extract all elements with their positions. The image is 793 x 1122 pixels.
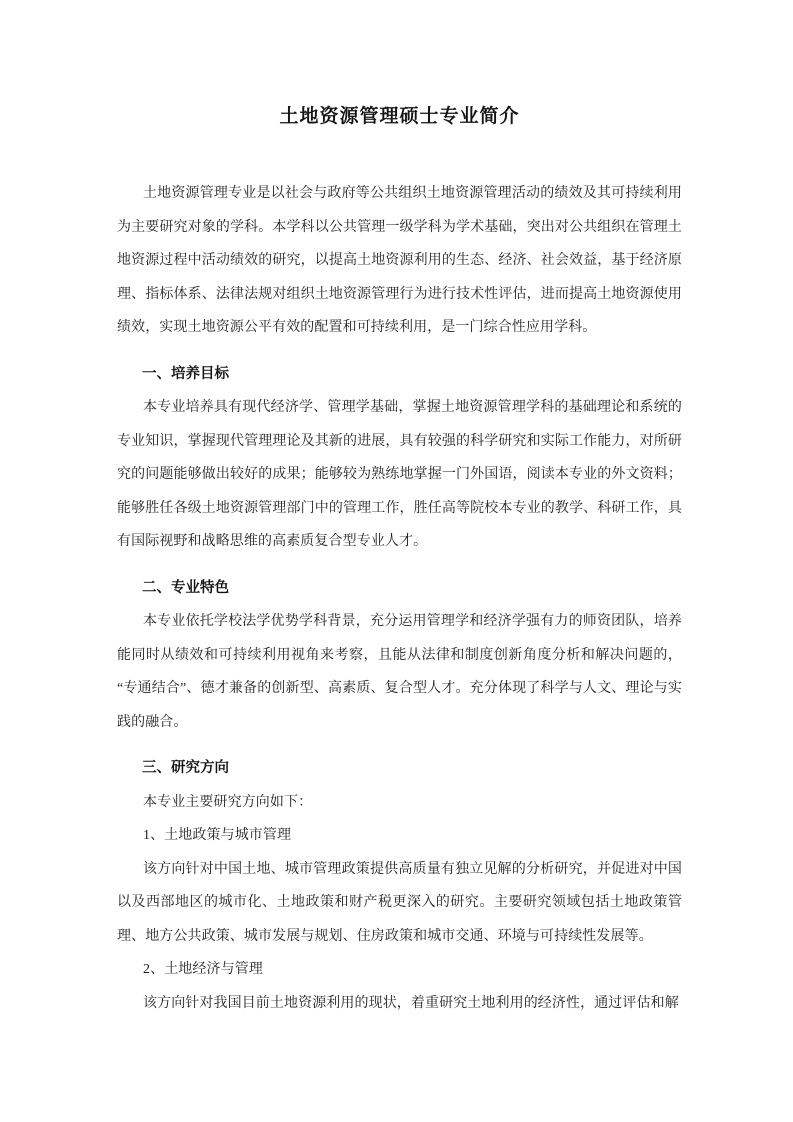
paragraph-direction-1-description: 该方向针对中国土地、城市管理政策提供高质量有独立见解的分析研究，并促进对中国以及西部地区的城市化、土地政策和财产税更深入的研究。主要研究领域包括土地政策管理、地方公共政策、城市发展与规划、住房政策和城市交通、环境与可持续性发展等。 <box>117 861 682 944</box>
paragraph-specialty-features: 本专业依托学校法学优势学科背景，充分运用管理学和经济学强有力的师资团队，培养能同时从绩效和可持续利用视角来考察，且能从法律和制度创新角度分析和解决问题的，“专通结合”、德才兼备的创新型、高素质、复合型人才。充分体现了科学与人文、理论与实践的融合。 <box>117 614 682 730</box>
intro-paragraph: 土地资源管理专业是以社会与政府等公共组织土地资源管理活动的绩效及其可持续利用为主要研究对象的学科。本学科以公共管理一级学科为学术基础，突出对公共组织在管理土地资源过程中活动绩效的研究，以提高土地资源利用的生态、经济、社会效益，基于经济原理、指标体系、法律法规对组织土地资源管理行为进行技术性评估，进而提高土地资源使用绩效，实现土地资源公平有效的配置和可持续利用，是一门综合性应用学科。 <box>117 186 682 335</box>
heading-section-3-research-directions: 三、研究方向 <box>142 760 229 776</box>
heading-section-2-specialty-features: 二、专业特色 <box>142 579 229 596</box>
paragraph-research-directions-lead: 本专业主要研究方向如下： <box>143 794 313 810</box>
document-title: 土地资源管理硕士专业简介 <box>279 106 520 127</box>
document-content <box>117 0 682 1020</box>
paragraph-training-goals: 本专业培养具有现代经济学、管理学基础，掌握土地资源管理学科的基础理论和系统的专业知识，掌握现代管理理论及其新的进展，具有较强的科学研究和实际工作能力，对所研究的问题能够做出较好的成果；能够较为熟练地掌握一门外国语，阅读本专业的外文资料；能够胜任各级土地资源管理部门中的管理工作，胜任高等院校本专业的教学、科研工作，具有国际视野和战略思维的高素质复合型专业人才。 <box>117 400 682 549</box>
research-direction-item-1: 1、土地政策与城市管理 <box>143 828 292 843</box>
paragraph-direction-2-description: 该方向针对我国目前土地资源利用的现状，着重研究土地利用的经济性，通过评估和解 <box>143 995 679 1011</box>
research-direction-item-2: 2、土地经济与管理 <box>143 962 263 977</box>
heading-section-1-training-goals: 一、培养目标 <box>142 365 229 382</box>
